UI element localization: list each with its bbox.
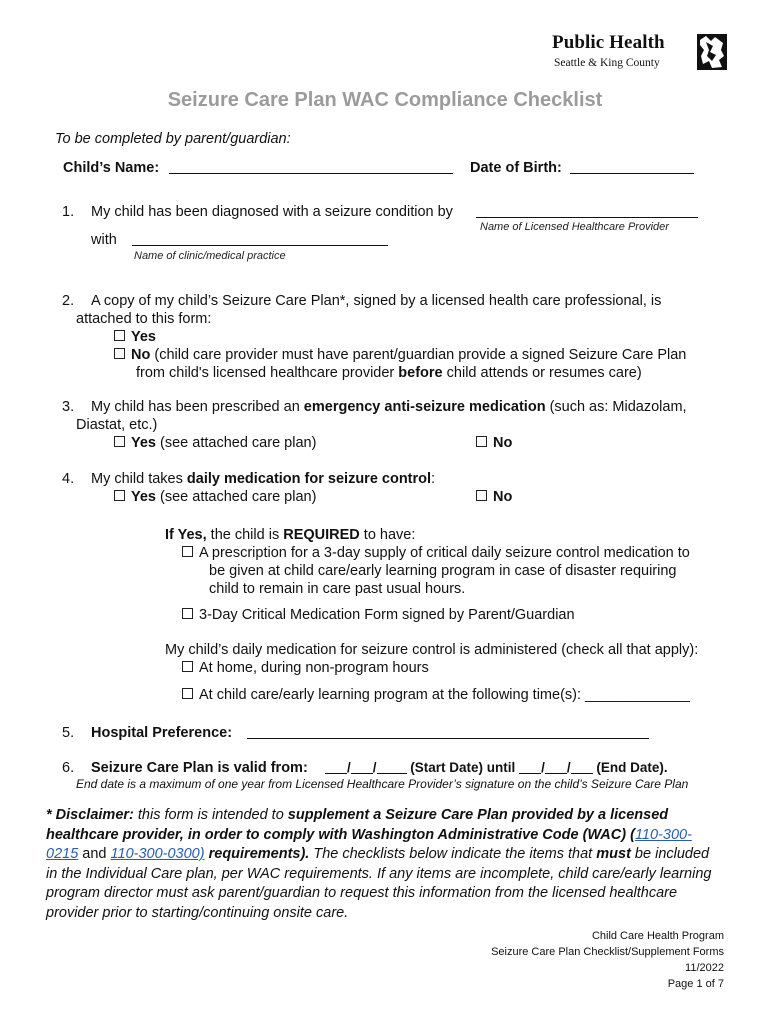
end-date-label: (End Date).	[596, 760, 668, 775]
prescription-line3: child to remain in care past usual hours.	[209, 581, 466, 597]
start-year-field[interactable]	[377, 760, 407, 774]
q3-no-option[interactable]	[476, 435, 512, 451]
q2-yes-label: Yes	[131, 329, 156, 345]
q3-yes-checkbox[interactable]	[114, 436, 125, 447]
logo-subtitle: Seattle & King County	[554, 57, 660, 69]
q4-text-c: :	[431, 471, 436, 487]
logo-title: Public Health	[552, 32, 665, 53]
q3-yes-label: Yes	[131, 435, 156, 451]
q2-before: before	[398, 365, 443, 381]
critical-med-label: 3-Day Critical Medication Form signed by Parent/Guardian	[199, 607, 575, 623]
clinic-name-field[interactable]	[132, 232, 388, 246]
q4-yes-option[interactable]	[114, 489, 316, 505]
child-name-row	[63, 160, 453, 176]
provider-name-field[interactable]	[476, 204, 698, 218]
q2-no-line2-a: from child's licensed healthcare provider	[136, 365, 399, 381]
disclaimer-star: *	[46, 807, 56, 823]
q3-text-c: (such as: Midazolam,	[545, 399, 687, 415]
disclaimer	[46, 806, 714, 923]
q4-prescription-item[interactable]	[182, 545, 690, 561]
q4-yes-checkbox[interactable]	[114, 490, 125, 501]
prescription-checkbox[interactable]	[182, 546, 193, 557]
q2-no-option[interactable]	[114, 347, 686, 363]
end-month-field[interactable]	[519, 760, 541, 774]
q2-no-label: No	[131, 347, 151, 363]
q3-line1	[91, 399, 687, 415]
wac-link-0215[interactable]: 110-300-0215	[46, 826, 692, 862]
q4-line1	[91, 471, 435, 487]
child-name-label: Child’s Name:	[63, 160, 160, 176]
disclaimer-must: must	[596, 846, 631, 862]
page-title: Seizure Care Plan WAC Compliance Checklist	[167, 89, 603, 111]
start-date-group: / / (Start Date) until / / (End Date).	[325, 760, 668, 775]
start-month-field[interactable]	[325, 760, 347, 774]
program-label: At child care/early learning program at the following time(s): _____________	[199, 687, 690, 703]
hospital-field[interactable]	[247, 725, 649, 739]
child-name-field[interactable]	[169, 160, 453, 174]
q3-no-label: No	[493, 435, 513, 451]
q4-critical-med-item[interactable]	[182, 607, 575, 623]
footer-page: Page 1 of 7	[667, 978, 724, 990]
disclaimer-t7: be included in the Individual Care plan, per WAC requirements. If any items are incomplete, child care/early learning program director must ask parent/guardian to request this information from the licensed healthcare provider prior to starting/continuing onsite care.	[46, 846, 712, 921]
dob-field[interactable]	[570, 160, 694, 174]
valid-from-label: Seizure Care Plan is valid from:	[91, 760, 308, 776]
q2-no-checkbox[interactable]	[114, 348, 125, 359]
start-date-label: (Start Date) until	[410, 760, 516, 775]
start-day-field[interactable]	[351, 760, 373, 774]
disclaimer-t2: supplement a Seizure Care Plan provided by a licensed healthcare provider, in order to comply with Washington Administrative Code (WAC) (	[46, 807, 669, 843]
q4-home-option[interactable]	[182, 660, 429, 676]
q2-no-line2	[136, 365, 642, 381]
prescription-line1: A prescription for a 3-day supply of critical daily seizure control medication to	[199, 545, 690, 561]
q4-text-b: daily medication for seizure control	[186, 471, 432, 487]
q5-number: 5.	[62, 725, 75, 741]
hospital-label: Hospital Preference:	[91, 725, 233, 741]
q2-line1: A copy of my child’s Seizure Care Plan*, signed by a licensed health care professional, is	[91, 293, 662, 309]
dob-row	[470, 160, 694, 176]
q1-with: with	[91, 232, 117, 248]
q2-number: 2.	[62, 293, 75, 309]
q3-no-checkbox[interactable]	[476, 436, 487, 447]
public-health-logo	[552, 32, 728, 72]
end-date-note: End date is a maximum of one year from Licensed Healthcare Provider’s signature on the child’s Seizure Care Plan	[76, 777, 689, 791]
q4-no-option[interactable]	[476, 489, 512, 505]
q2-no-line2-c: child attends or resumes care)	[442, 365, 642, 381]
disclaimer-t3: and	[78, 846, 111, 862]
q2-no-text: (child care provider must have parent/guardian provide a signed Seizure Care Plan	[150, 347, 687, 363]
dob-label: Date of Birth:	[470, 160, 562, 176]
footer-form: Seizure Care Plan Checklist/Supplement Forms	[491, 946, 724, 958]
if-yes-d: to have:	[359, 527, 416, 543]
disclaimer-t5: The checklists below indicate the items that	[309, 846, 597, 862]
q4-yes-text: (see attached care plan)	[156, 489, 317, 505]
q4-text-a: My child takes	[91, 471, 187, 487]
q6-number: 6.	[62, 760, 75, 776]
provider-caption: Name of Licensed Healthcare Provider	[480, 221, 669, 233]
footer-date: 11/2022	[685, 962, 724, 974]
critical-med-checkbox[interactable]	[182, 608, 193, 619]
footer-program: Child Care Health Program	[591, 930, 724, 942]
end-year-field[interactable]	[571, 760, 593, 774]
q2-line2: attached to this form:	[76, 311, 212, 327]
mountain-logo-icon	[697, 34, 727, 70]
q4-admin-text: My child’s daily medication for seizure control is administered (check all that apply):	[165, 642, 699, 658]
q2-yes-option[interactable]	[114, 329, 156, 345]
home-label: At home, during non-program hours	[199, 660, 429, 676]
q4-no-label: No	[493, 489, 513, 505]
disclaimer-t1: this form is intended to	[133, 807, 288, 823]
q3-line2: Diastat, etc.)	[76, 417, 158, 433]
q2-yes-checkbox[interactable]	[114, 330, 125, 341]
wac-link-0300[interactable]: 110-300-0300)	[110, 846, 205, 862]
disclaimer-t4: requirements).	[204, 846, 310, 862]
if-yes-a: If Yes,	[165, 527, 207, 543]
q3-yes-text: (see attached care plan)	[156, 435, 317, 451]
disclaimer-label: Disclaimer:	[55, 807, 134, 823]
home-checkbox[interactable]	[182, 661, 193, 672]
prescription-line2: be given at child care/early learning program in case of disaster requiring	[209, 563, 677, 579]
q1-number: 1.	[62, 204, 75, 220]
q4-program-option[interactable]	[182, 687, 690, 703]
intro-text: To be completed by parent/guardian:	[55, 131, 291, 147]
q3-yes-option[interactable]	[114, 435, 316, 451]
if-yes-b: the child is	[206, 527, 284, 543]
q3-text-b: emergency anti-seizure medication	[303, 399, 546, 415]
clinic-caption: Name of clinic/medical practice	[134, 250, 286, 262]
q4-no-checkbox[interactable]	[476, 490, 487, 501]
program-checkbox[interactable]	[182, 688, 193, 699]
q4-if-yes	[165, 527, 415, 543]
if-yes-required: REQUIRED	[283, 527, 360, 543]
q1-text: My child has been diagnosed with a seizure condition by	[91, 204, 453, 220]
end-day-field[interactable]	[545, 760, 567, 774]
q3-number: 3.	[62, 399, 75, 415]
q3-text-a: My child has been prescribed an	[91, 399, 304, 415]
q4-yes-label: Yes	[131, 489, 156, 505]
q4-number: 4.	[62, 471, 75, 487]
